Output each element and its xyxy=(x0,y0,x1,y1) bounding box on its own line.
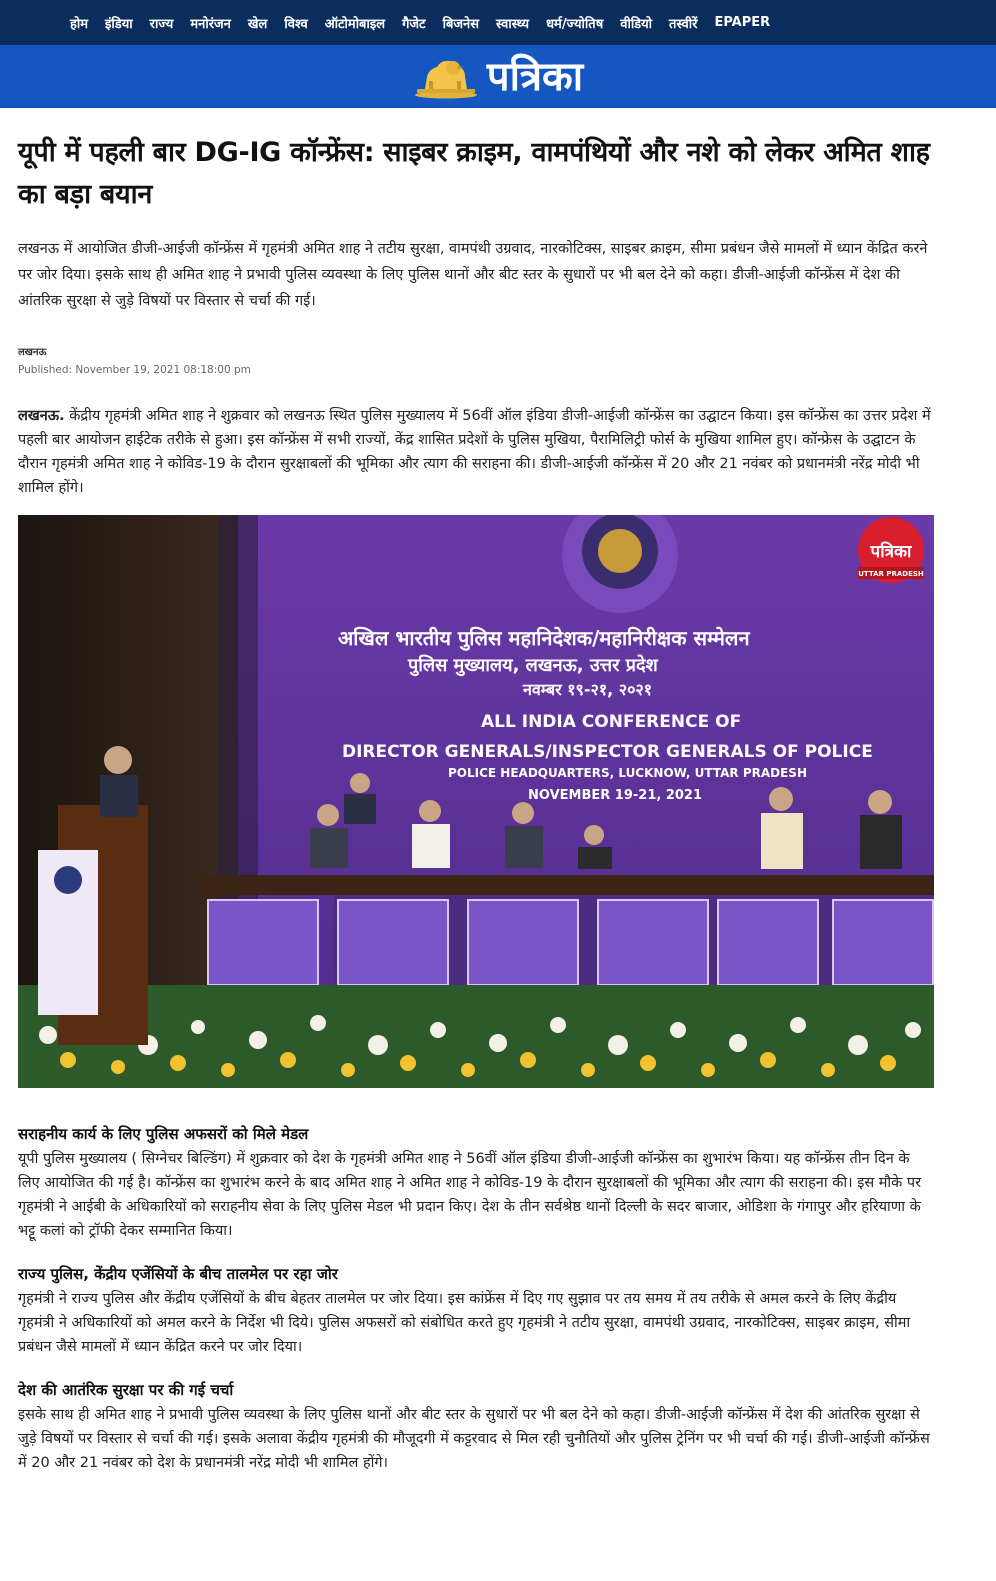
article xyxy=(18,108,934,1475)
nav-item-epaper[interactable]: EPAPER xyxy=(714,15,771,30)
section-text: इसके साथ ही अमित शाह ने प्रभावी पुलिस व्यवस्था के लिए पुलिस थानों और बीट स्तर के सुधारों पर भी बल देने को कहा। डीजी-आईजी कॉन्फ्रेंस में देश की आंतरिक सुरक्षा से जुड़े विषयों पर विस्तार से चर्चा की गई। इसके अलावा केंद्रीय गृहमंत्री की मौजूदगी में कट्टरवाद से मिल रही चुनौतियों और पुलिस ट्रेनिंग पर भी चर्चा की गई। डीजी-आईजी कॉन्फ्रेंस में 20 और 21 नवंबर को देश के प्रधानमंत्री नरेंद्र मोदी भी शामिल होंगे। xyxy=(18,1407,930,1471)
lion-emblem-icon xyxy=(413,55,479,99)
banner-hindi-line-3: नवम्बर १९-२१, २०२१ xyxy=(523,680,653,699)
article-dateline: लखनऊ xyxy=(18,347,47,358)
section-heading: देश की आतंरिक सुरक्षा पर की गई चर्चा xyxy=(18,1381,234,1399)
article-photo[interactable] xyxy=(18,515,934,1088)
nav-item-home[interactable]: होम xyxy=(70,16,89,32)
article-summary: लखनऊ में आयोजित डीजी-आईजी कॉन्फ्रेंस में गृहमंत्री अमित शाह ने तटीय सुरक्षा, वामपंथी उग्रवाद, नारकोटिक्स, साइबर क्राइम, सीमा प्रबंधन जैसे मामलों में ध्यान केंद्रित करने पर जोर दिया। इसके साथ ही अमित शाह ने प्रभावी पुलिस व्यवस्था के लिए पुलिस थानों और बीट स्तर के सुधारों पर भी बल देने को कहा। डीजी-आईजी कॉन्फ्रेंस में देश की आंतरिक सुरक्षा से जुड़े विषयों पर विस्तार से चर्चा की गई। xyxy=(18,241,928,309)
nav-item-video[interactable]: वीडियो xyxy=(620,16,653,32)
site-logo[interactable] xyxy=(413,52,584,100)
nav-item-entertainment[interactable]: मनोरंजन xyxy=(190,16,231,32)
section-heading: सराहनीय कार्य के लिए पुलिस अफसरों को मिले मेडल xyxy=(18,1125,309,1143)
lead-place: लखनऊ. xyxy=(18,408,65,424)
section-text: यूपी पुलिस मुख्यालय ( सिग्नेचर बिल्डिंग) में शुक्रवार को देश के गृहमंत्री अमित शाह ने 56वीं ऑल इंडिया डीजी-आईजी कॉन्फ्रेंस का शुभारंभ किया। यह कॉन्फ्रेंस तीन दिन के लिए आयोजित की गई है। कॉन्फ्रेंस का शुभारंभ करने के बाद अमित शाह ने अमित शाह ने कोविड-19 के दौरान सुरक्षाबलों की भूमिका और त्याग की सराहना की। इस मौके पर गृहमंत्री ने आईबी के अधिकारियों को सराहनीय सेवा के लिए पुलिस मेडल भी प्रदान किए। देश के तीन सर्वश्रेष्ठ थानों दिल्ली के सदर बाजार, ओडिशा के गंगापुर और हरियाणा के भट्टू कलां को ट्रॉफी देकर सम्मानित किया। xyxy=(18,1151,922,1239)
article-lead-paragraph xyxy=(18,404,934,500)
article-section-medals xyxy=(18,1123,934,1243)
nav-item-religion[interactable]: धर्म/ज्योतिष xyxy=(546,16,604,32)
nav-item-gadget[interactable]: गैजेट xyxy=(402,16,426,32)
conference-photo-illustration xyxy=(18,515,934,1088)
nav-item-state[interactable]: राज्य xyxy=(149,16,174,32)
banner-hindi-line-1: अखिल भारतीय पुलिस महानिदेशक/महानिरीक्षक सम्मेलन xyxy=(338,626,750,650)
nav-item-photos[interactable]: तस्वीरें xyxy=(669,16,698,32)
article-published-date: Published: November 19, 2021 08:18:00 pm xyxy=(18,364,251,376)
banner-english-line-4: NOVEMBER 19-21, 2021 xyxy=(528,788,703,803)
masthead xyxy=(0,45,996,108)
nav-item-world[interactable]: विश्व xyxy=(284,16,308,32)
section-text: गृहमंत्री ने राज्य पुलिस और केंद्रीय एजेंसियों के बीच बेहतर तालमेल पर जोर दिया। इस कांफ्रेंस में दिए गए सुझाव पर तय समय में तय तरीके से अमल करने के लिए केंद्रीय गृहमंत्री ने अधिकारियों को अमल करने के निर्देश भी दिये। पुलिस अफसरों को संबोधित करते हुए गृहमंत्री ने तटीय सुरक्षा, वामपंथी उग्रवाद, नारकोटिक्स, साइबर क्राइम, सीमा प्रबंधन जैसे मामलों में ध्यान केंद्रित करने पर जोर दिया। xyxy=(18,1291,911,1355)
article-section-coordination xyxy=(18,1263,934,1359)
photo-badge-sub: UTTAR PRADESH xyxy=(858,570,924,578)
banner-english-line-3: POLICE HEADQUARTERS, LUCKNOW, UTTAR PRADESH xyxy=(448,766,807,780)
nav-item-india[interactable]: इंडिया xyxy=(105,16,133,32)
photo-badge-text: पत्रिका xyxy=(870,542,912,562)
nav-item-health[interactable]: स्वास्थ्य xyxy=(496,16,530,32)
nav-item-sports[interactable]: खेल xyxy=(247,16,268,32)
article-section-internal-security xyxy=(18,1379,934,1475)
article-title: यूपी में पहली बार DG-IG कॉन्फ्रेंस: साइबर क्राइम, वामपंथियों और नशे को लेकर अमित शाह का बड़ा बयान xyxy=(18,137,930,210)
banner-english-line-1: ALL INDIA CONFERENCE OF xyxy=(481,712,742,732)
lead-text: केंद्रीय गृहमंत्री अमित शाह ने शुक्रवार को लखनऊ स्थित पुलिस मुख्यालय में 56वीं ऑल इंडिया डीजी-आईजी कॉन्फ्रेंस का उद्घाटन किया। इस कॉन्फ्रेंस का उत्तर प्रदेश में पहली बार आयोजन हाईटेक तरीके से हुआ। इस कॉन्फ्रेंस में सभी राज्यों, केंद्र शासित प्रदेशों के पुलिस मुखिया, पैरामिलिट्री फोर्स के मुखिया शामिल हुए। कॉन्फ्रेस के उद्घाटन के दौरान गृहमंत्री अमित शाह ने कोविड-19 के दौरान सुरक्षाबलों की भूमिका और त्याग की सराहना की। डीजी-आईजी कॉन्फ्रेंस में 20 और 21 नवंबर को प्रधानमंत्री नरेंद्र मोदी भी शामिल होंगे। xyxy=(18,408,931,496)
site-logo-text: पत्रिका xyxy=(486,52,584,100)
section-heading: राज्य पुलिस, केंद्रीय एजेंसियों के बीच तालमेल पर रहा जोर xyxy=(18,1265,338,1283)
banner-english-line-2: DIRECTOR GENERALS/INSPECTOR GENERALS OF POLICE xyxy=(342,742,873,762)
nav-item-automobile[interactable]: ऑटोमोबाइल xyxy=(324,16,386,32)
banner-hindi-line-2: पुलिस मुख्यालय, लखनऊ, उत्तर प्रदेश xyxy=(408,655,658,676)
nav-item-business[interactable]: बिजनेस xyxy=(442,16,480,32)
top-navigation xyxy=(0,0,996,45)
